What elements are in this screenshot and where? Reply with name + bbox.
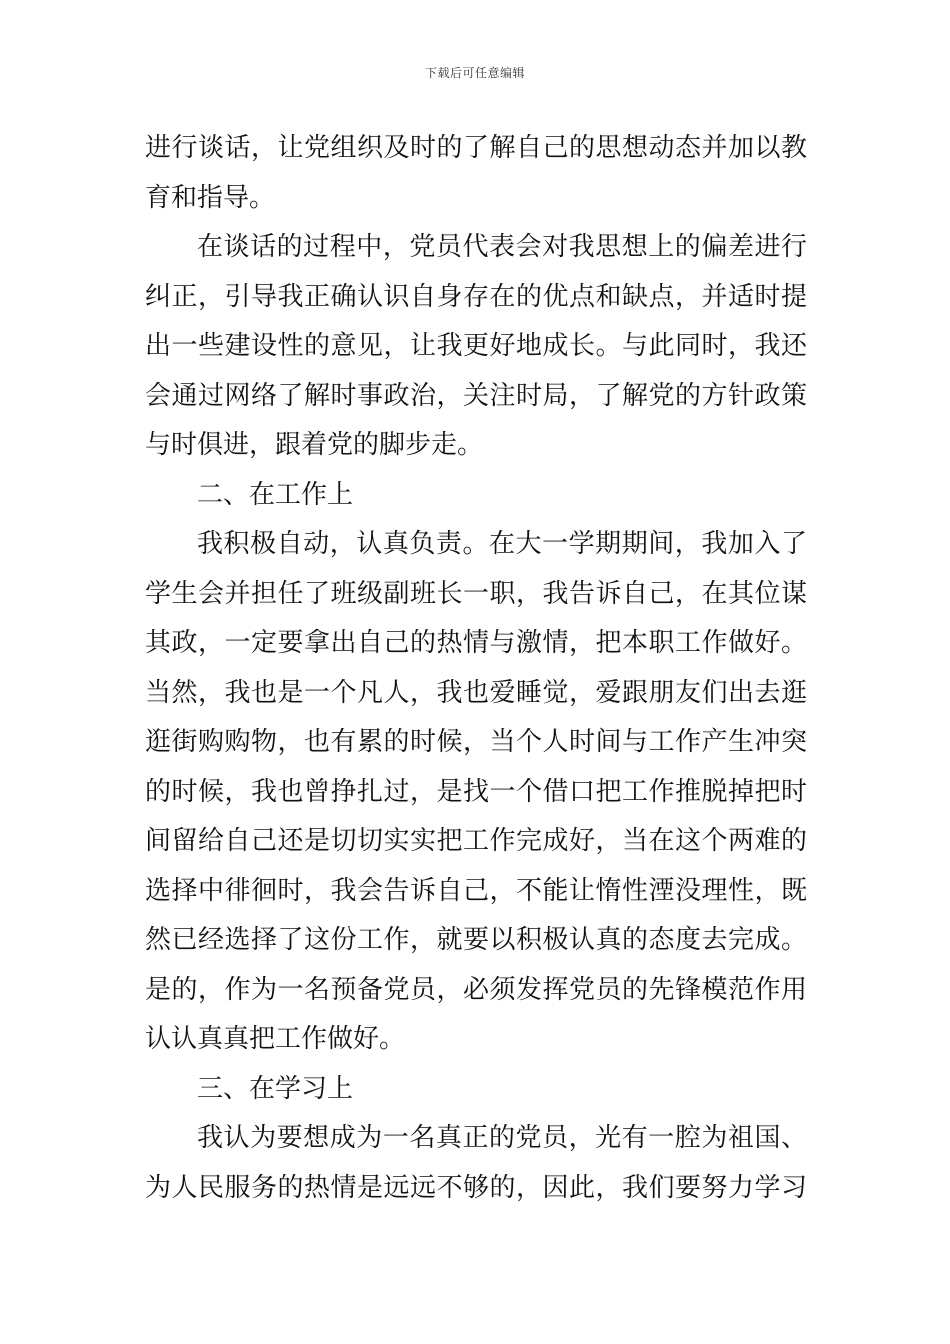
paragraph-line: 当然，我也是一个凡人，我也爱睡觉，爱跟朋友们出去逛 (145, 677, 807, 708)
paragraph-line: 纠正，引导我正确认识自身存在的优点和缺点，并适时提 (145, 281, 807, 312)
paragraph-line: 间留给自己还是切切实实把工作完成好，当在这个两难的 (145, 826, 807, 856)
document-body (145, 124, 807, 1213)
header-note: 下载后可任意编辑 (424, 66, 525, 80)
paragraph-line: 育和指导。 (145, 182, 276, 213)
paragraph-line: 在谈话的过程中，党员代表会对我思想上的偏差进行 (197, 232, 807, 262)
paragraph-line: 进行谈话，让党组织及时的了解自己的思想动态并加以教 (145, 133, 807, 163)
paragraph-line: 我积极自动，认真负责。在大一学期期间，我加入了 (197, 529, 807, 559)
paragraph-line: 学生会并担任了班级副班长一职，我告诉自己，在其位谋 (145, 578, 807, 609)
paragraph-line: 选择中徘徊时，我会告诉自己，不能让惰性湮没理性，既 (145, 875, 807, 906)
paragraph-line: 然已经选择了这份工作，就要以积极认真的态度去完成。 (145, 925, 807, 955)
section-heading: 二、在工作上 (197, 479, 354, 510)
section-heading: 三、在学习上 (197, 1073, 354, 1104)
paragraph-line: 我认为要想成为一名真正的党员，光有一腔为祖国、 (197, 1123, 807, 1153)
paragraph-line: 逛街购购物，也有累的时候，当个人时间与工作产生冲突 (145, 727, 807, 757)
paragraph-line: 为人民服务的热情是远远不够的，因此，我们要努力学习 (145, 1172, 807, 1203)
paragraph-line: 是的，作为一名预备党员，必须发挥党员的先锋模范作用 (145, 974, 807, 1005)
paragraph-line: 会通过网络了解时事政治，关注时局，了解党的方针政策 (145, 380, 807, 411)
paragraph-line: 的时候，我也曾挣扎过，是找一个借口把工作推脱掉把时 (145, 776, 807, 807)
paragraph-line: 与时俱进，跟着党的脚步走。 (145, 430, 484, 460)
paragraph-line: 其政，一定要拿出自己的热情与激情，把本职工作做好。 (145, 628, 807, 658)
paragraph-line: 出一些建设性的意见，让我更好地成长。与此同时，我还 (145, 331, 807, 361)
paragraph-line: 认认真真把工作做好。 (145, 1024, 406, 1054)
